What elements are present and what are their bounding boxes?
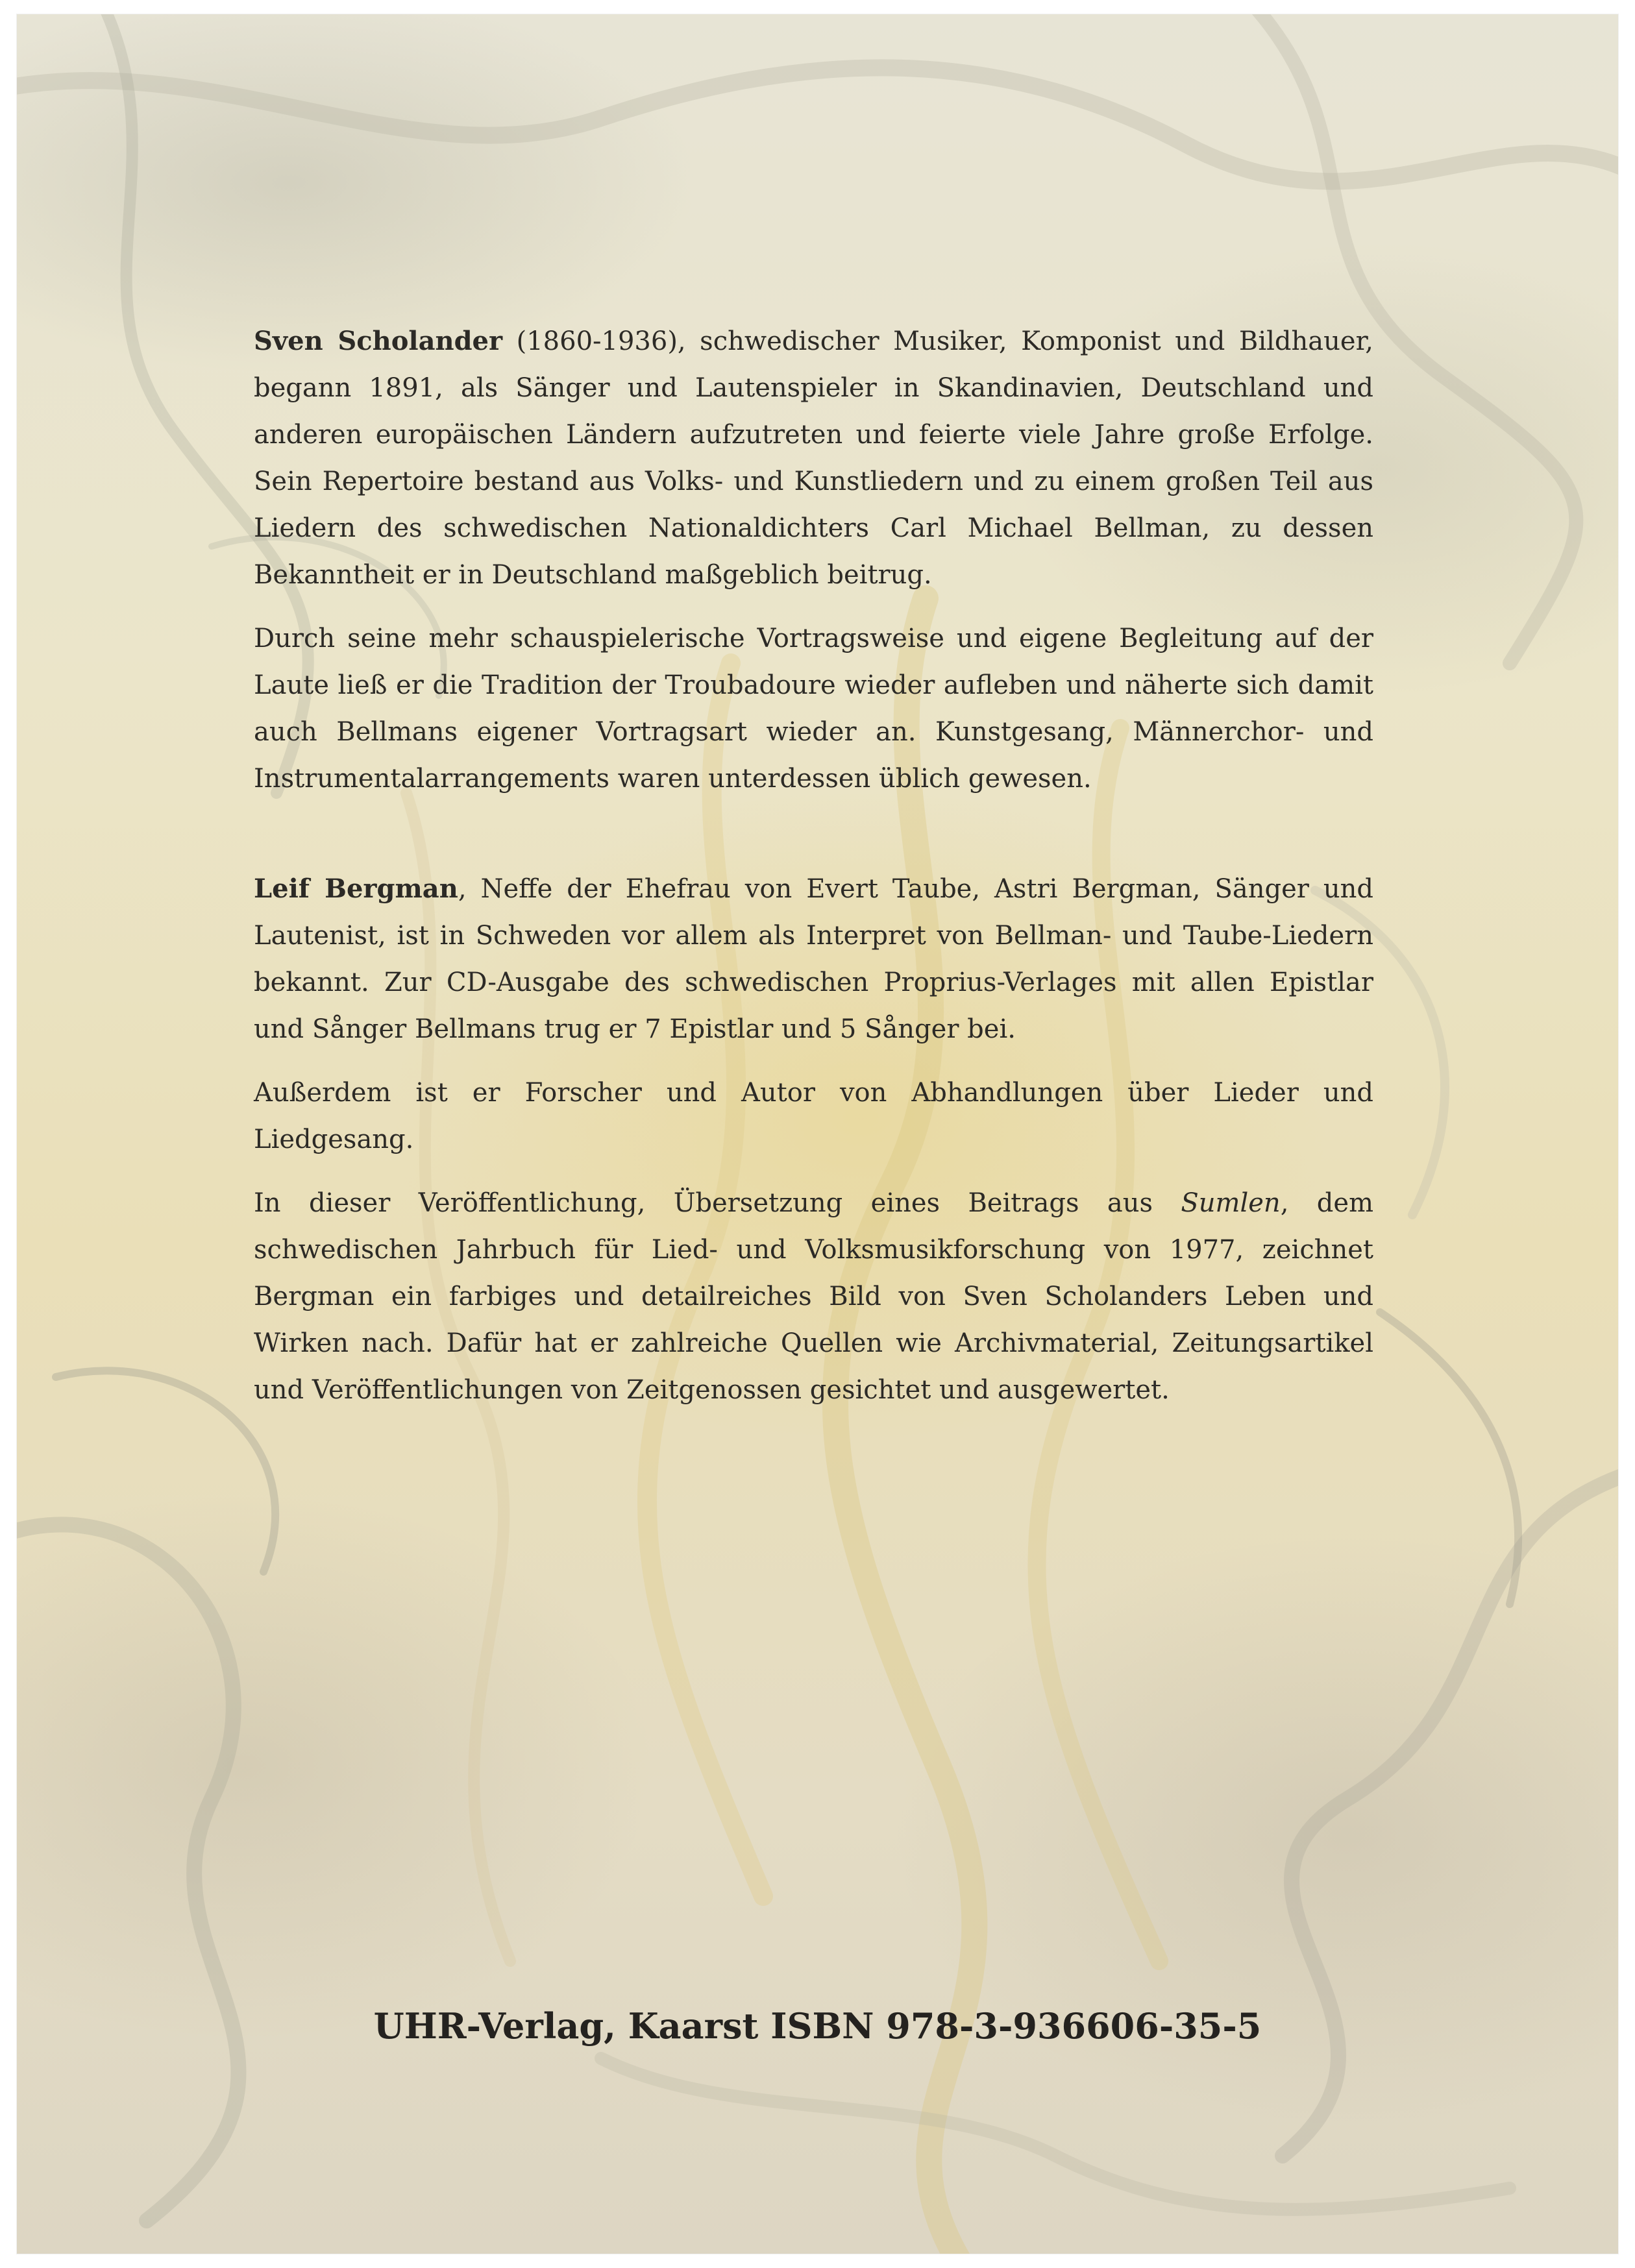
bergman-biography [254, 866, 1373, 1430]
bergman-name: Leif Bergman [254, 873, 458, 904]
bergman-paragraph-3-start: In dieser Veröffentlichung, Übersetzung eines Beitrags aus [254, 1188, 1181, 1218]
back-cover [17, 14, 1618, 2254]
publisher-isbn-line: UHR-Verlag, Kaarst ISBN 978-3-936606-35-5 [373, 2005, 1262, 2047]
sumlen-title: Sumlen [1181, 1188, 1281, 1218]
bergman-paragraph-1 [254, 866, 1373, 1053]
bergman-paragraph-2: Außerdem ist er Forscher und Autor von Abhandlungen über Lieder und Liedgesang. [254, 1078, 1373, 1154]
scholander-paragraph-1-text: (1860-1936), schwedischer Musiker, Komponist und Bildhauer, begann 1891, als Sänger und Lautenspieler in Skandinavien, Deutschland und anderen europäischen Ländern aufzutreten und feierte viele Jahre große Erfolge. Sein Repertoire bestand aus Volks- und Kunstliedern und zu einem großen Teil aus Liedern des schwedischen Nationaldichters Carl Michael Bellman, zu dessen Bekanntheit er in Deutschland maßgeblich beitrug. [254, 326, 1374, 590]
bergman-paragraph-3 [254, 1180, 1373, 1413]
bergman-paragraph-3-rest: , dem schwedischen Jahrbuch für Lied- und Volksmusikforschung von 1977, zeichnet Bergman ein farbiges und detailreiches Bild von Sven Scholanders Leben und Wirken nach. Dafür hat er zahlreiche Quellen wie Archivmaterial, Zeitungsartikel und Veröffentlichungen von Zeitgenossen gesichtet und ausgewertet. [254, 1188, 1373, 1405]
scholander-name: Sven Scholander [254, 326, 503, 356]
scholander-paragraph-2: Durch seine mehr schauspielerische Vortragsweise und eigene Begleitung auf der Laute ließ er die Tradition der Troubadoure wieder aufleben und näherte sich damit auch Bellmans eigener Vortragsart wieder an. Kunstgesang, Männerchor- und Instrumentalarrangements waren unterdessen üblich gewesen. [254, 624, 1373, 794]
bergman-paragraph-1-text: , Neffe der Ehefrau von Evert Taube, Astri Bergman, Sänger und Lautenist, ist in Schweden vor allem als Interpret von Bellman- und Taube-Liedern bekannt. Zur CD-Ausgabe des schwedischen Proprius-Verlages mit allen Epistlar und Sånger Bellmans trug er 7 Epistlar und 5 Sånger bei. [254, 874, 1374, 1044]
scholander-biography [254, 318, 1373, 819]
scholander-paragraph-1 [254, 318, 1373, 598]
